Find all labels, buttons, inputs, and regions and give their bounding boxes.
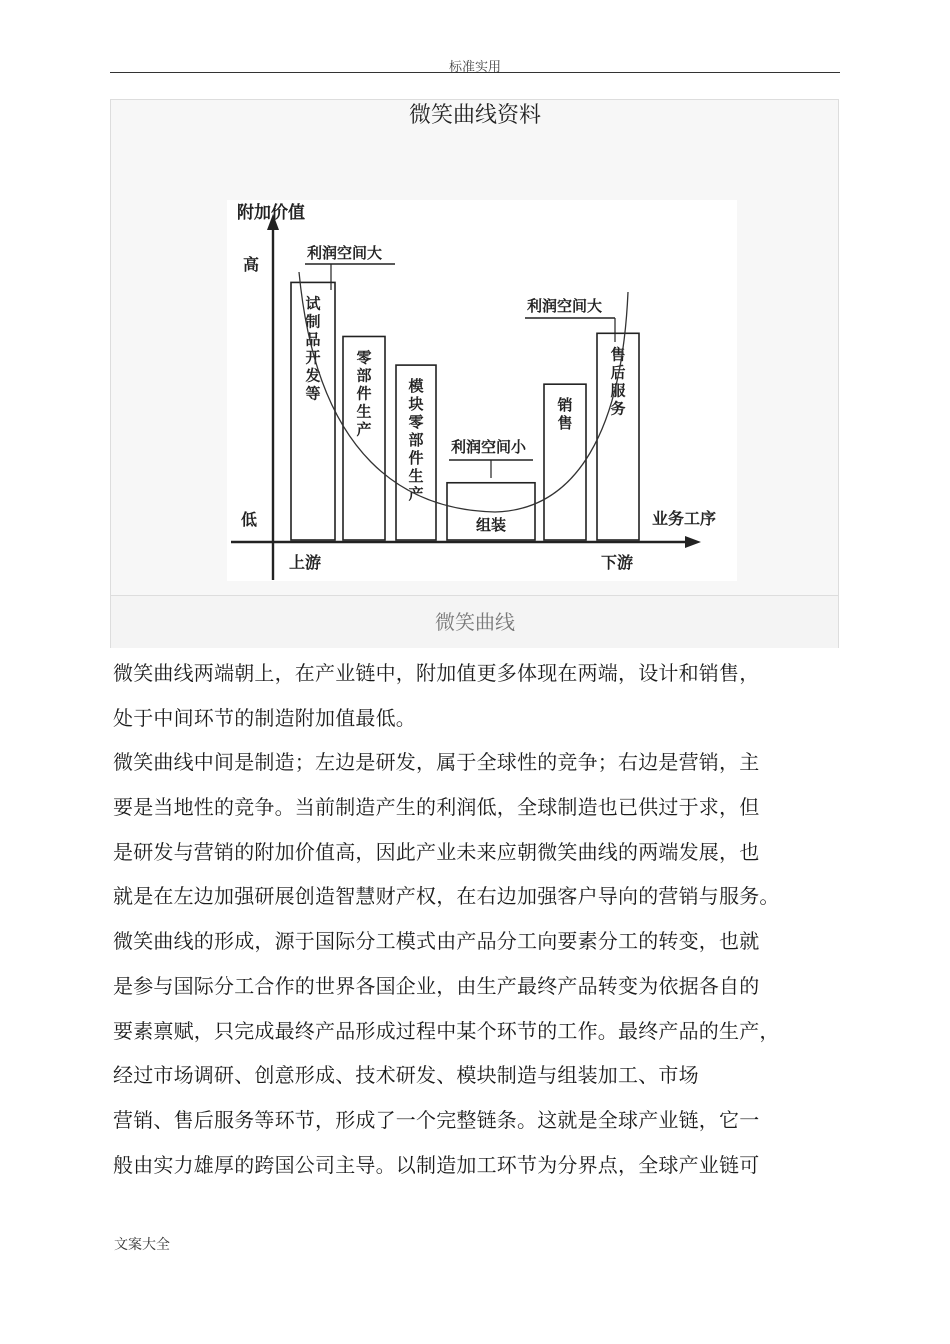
stage-label: 零部件生产 xyxy=(356,348,372,439)
left-annotation: 利润空间大 xyxy=(307,244,383,262)
body-line: 是研发与营销的附加价值高，因此产业未来应朝微笑曲线的两端发展，也 xyxy=(113,839,760,864)
body-line: 就是在左边加强研展创造智慧财产权，在右边加强客户导向的营销与服务。 xyxy=(113,884,780,909)
body-line: 是参与国际分工合作的世界各国企业，由生产最终产品转变为依据各自的 xyxy=(113,973,760,998)
stage-label: 组装 xyxy=(475,516,507,534)
body-line: 营销、售后服务等环节，形成了一个完整链条。这就是全球产业链，它一 xyxy=(113,1107,760,1132)
x-left-label: 上游 xyxy=(289,553,322,572)
page-footer: 文案大全 xyxy=(114,1237,170,1253)
figure-title: 微笑曲线资料 xyxy=(408,103,541,128)
smile-curve-diagram xyxy=(227,200,737,581)
smile-curve-svg xyxy=(227,200,737,581)
x-right-label: 下游 xyxy=(601,553,634,572)
body-text xyxy=(113,651,853,1187)
y-axis-label: 附加价值 xyxy=(237,203,305,223)
body-line: 经过市场调研、创意形成、技术研发、模块制造与组装加工、市场 xyxy=(113,1063,699,1088)
header-rule xyxy=(110,72,840,73)
body-line: 处于中间环节的制造附加值最低。 xyxy=(113,705,416,730)
stage-label: 模块零部件生产 xyxy=(408,377,424,504)
x-axis-label: 业务工序 xyxy=(652,509,717,528)
body-line: 要是当地性的竞争。当前制造产生的利润低，全球制造也已供过于求，但 xyxy=(113,795,760,820)
body-line: 般由实力雄厚的跨国公司主导。以制造加工环节为分界点，全球产业链可 xyxy=(113,1152,760,1177)
figure-caption: 微笑曲线 xyxy=(435,610,515,634)
body-line: 要素禀赋，只完成最终产品形成过程中某个环节的工作。最终产品的生产， xyxy=(113,1018,780,1043)
body-line: 微笑曲线中间是制造；左边是研发，属于全球性的竞争；右边是营销，主 xyxy=(113,750,760,775)
stage-label: 试制品开发等 xyxy=(305,294,321,403)
y-low-label: 低 xyxy=(241,510,258,529)
right-annotation: 利润空间大 xyxy=(527,297,603,315)
y-high-label: 高 xyxy=(243,255,260,274)
page-header: 标准实用 xyxy=(448,60,501,75)
middle-annotation: 利润空间小 xyxy=(451,438,527,456)
stage-label: 售后服务 xyxy=(610,345,626,418)
body-line: 微笑曲线两端朝上，在产业链中，附加值更多体现在两端，设计和销售， xyxy=(113,661,760,685)
body-line: 微笑曲线的形成，源于国际分工模式由产品分工向要素分工的转变，也就 xyxy=(113,929,760,954)
x-axis-arrow xyxy=(685,536,701,548)
stage-label: 销售 xyxy=(557,396,573,433)
